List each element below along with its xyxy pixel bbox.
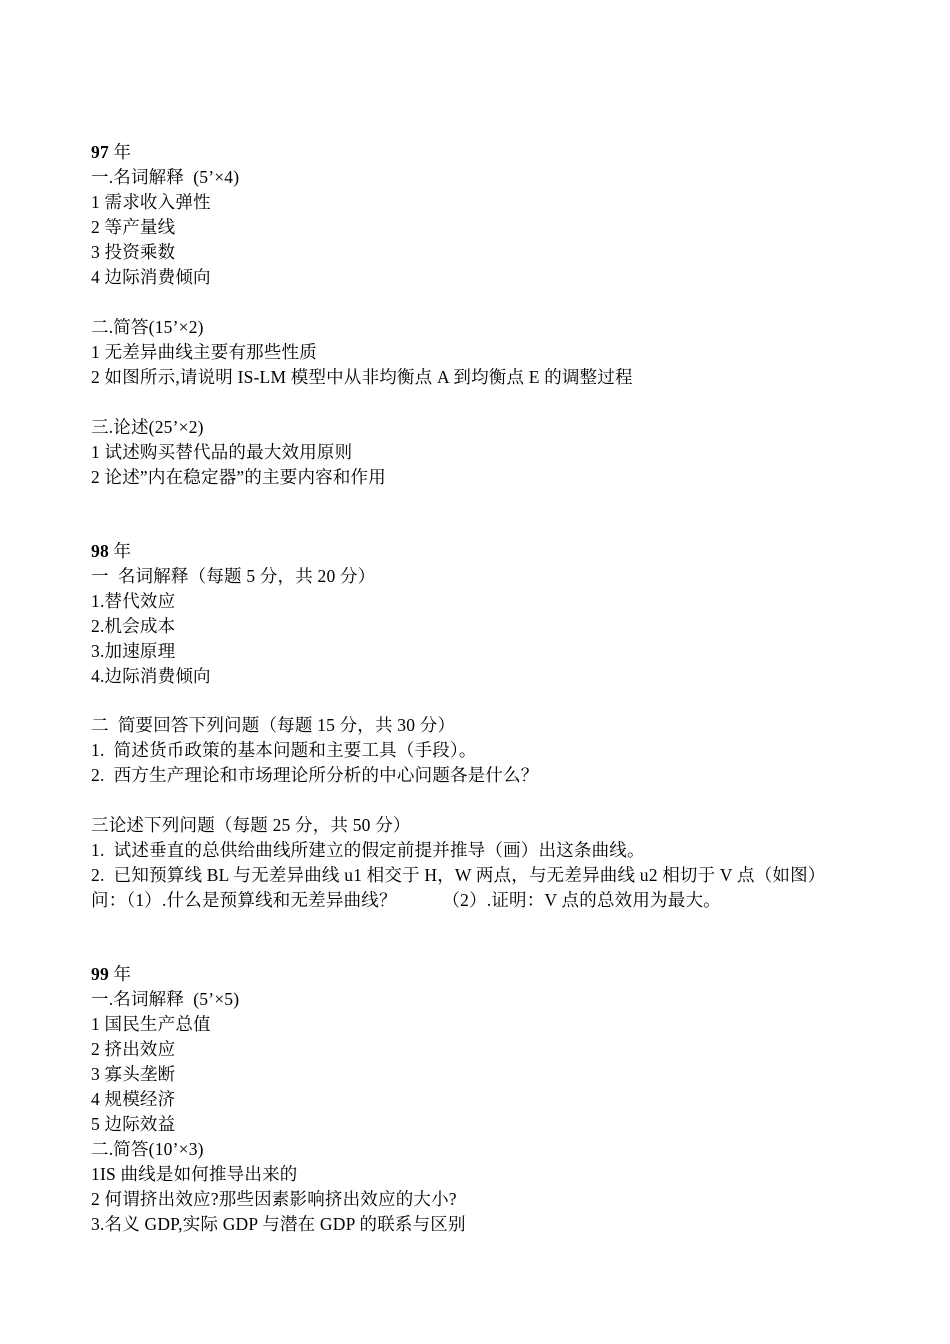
section-97-line: 1 需求收入弹性 — [91, 192, 211, 212]
year-suffix: 年 — [108, 142, 132, 162]
section-98-line: 1. 试述垂直的总供给曲线所建立的假定前提并推导（画）出这条曲线。 — [91, 840, 645, 860]
section-97-line: 三.论述(25’×2) — [91, 417, 204, 437]
section-99-line: 5 边际效益 — [91, 1114, 176, 1134]
section-99-line: 2 挤出效应 — [91, 1039, 176, 1059]
section-98-line: 1.替代效应 — [91, 591, 176, 611]
section-98-line: 3.加速原理 — [91, 641, 176, 661]
section-97-line: 一.名词解释 (5’×4) — [91, 167, 240, 187]
section-97-line: 2 如图所示,请说明 IS-LM 模型中从非均衡点 A 到均衡点 E 的调整过程 — [91, 367, 633, 387]
section-98-line: 一 名词解释（每题 5 分，共 20 分） — [91, 566, 376, 586]
section-97-line: 1 试述购买替代品的最大效用原则 — [91, 442, 353, 462]
year-number: 98 — [91, 541, 109, 561]
section-99-line: 一.名词解释 (5’×5) — [91, 989, 240, 1009]
section-97-line: 1 无差异曲线主要有那些性质 — [91, 342, 317, 362]
section-99-line: 3.名义 GDP,实际 GDP 与潜在 GDP 的联系与区别 — [91, 1214, 466, 1234]
section-99-heading — [91, 963, 131, 985]
section-98-line: 三论述下列问题（每题 25 分，共 50 分） — [91, 815, 411, 835]
section-99-line: 3 寡头垄断 — [91, 1064, 176, 1084]
section-98-line: 2. 西方生产理论和市场理论所分析的中心问题各是什么？ — [91, 765, 539, 785]
year-number: 99 — [91, 964, 109, 984]
section-99-line: 2 何谓挤出效应?那些因素影响挤出效应的大小? — [91, 1189, 457, 1209]
section-98-line: 4.边际消费倾向 — [91, 666, 211, 686]
section-99-line: 1IS 曲线是如何推导出来的 — [91, 1164, 298, 1184]
section-97-line: 二.简答(15’×2) — [91, 317, 204, 337]
section-98-heading — [91, 540, 131, 562]
section-99-line: 4 规模经济 — [91, 1089, 176, 1109]
year-suffix: 年 — [108, 964, 132, 984]
year-suffix: 年 — [108, 541, 132, 561]
section-98-line: 二 简要回答下列问题（每题 15 分，共 30 分） — [91, 715, 456, 735]
section-99-line: 1 国民生产总值 — [91, 1014, 211, 1034]
section-97-line: 2 论述”内在稳定器”的主要内容和作用 — [91, 467, 386, 487]
section-98-line: 1. 简述货币政策的基本问题和主要工具（手段）。 — [91, 740, 477, 760]
section-97-line: 2 等产量线 — [91, 217, 176, 237]
section-97-line: 3 投资乘数 — [91, 242, 176, 262]
section-97-line: 4 边际消费倾向 — [91, 267, 211, 287]
section-99-line: 二.简答(10’×3) — [91, 1139, 204, 1159]
section-98-line: 2. 已知预算线 BL 与无差异曲线 u1 相交于 H，W 两点，与无差异曲线 u2 相切于 V 点（如图） — [91, 865, 826, 885]
year-number: 97 — [91, 142, 109, 162]
section-98-line: 问：（1）.什么是预算线和无差异曲线？ （2）.证明：V 点的总效用为最大。 — [91, 890, 721, 910]
section-97-heading — [91, 141, 131, 163]
section-98-line: 2.机会成本 — [91, 616, 176, 636]
